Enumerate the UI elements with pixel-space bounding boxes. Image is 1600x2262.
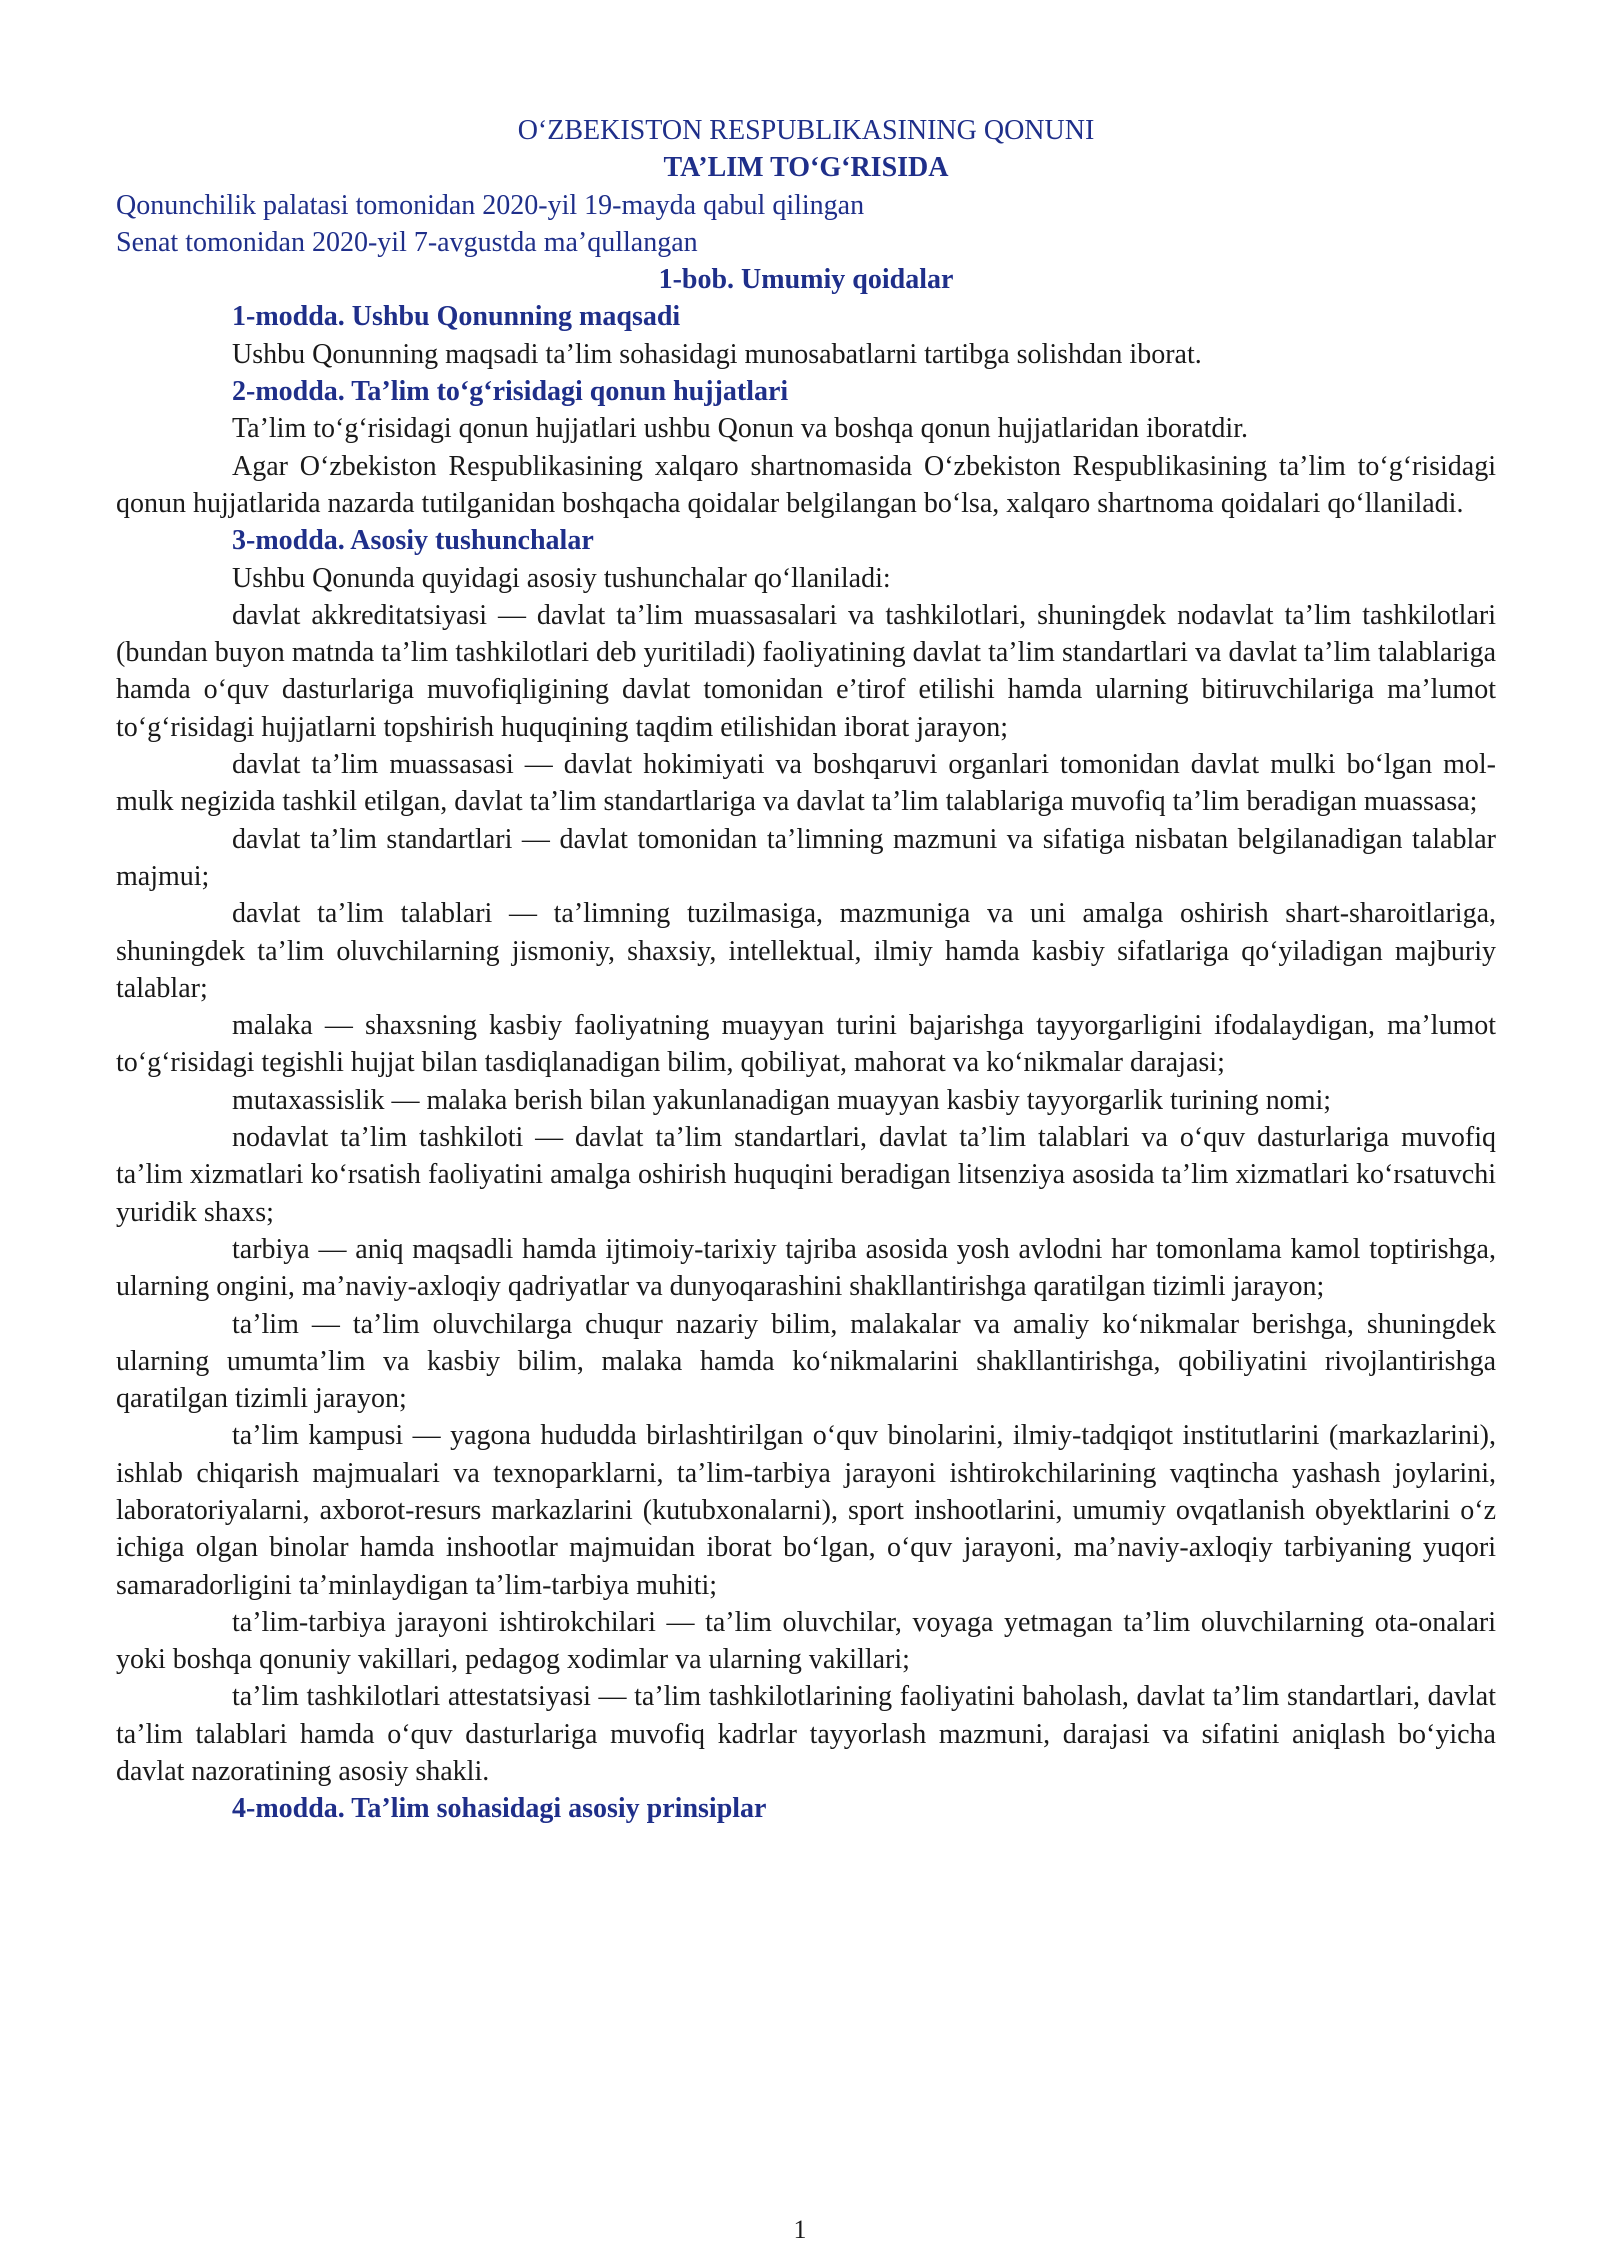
definition-paragraph: malaka — shaxsning kasbiy faoliyatning muayyan turini bajarishga tayyorgarligini ifodalaydigan, ma’lumot to‘g‘risidagi tegishli hujjat bilan tasdiqlanadigan bilim, qobiliyat, mahorat va ko‘nikmalar darajasi; xyxy=(116,1010,1496,1079)
paragraph: Agar O‘zbekiston Respublikasining xalqaro shartnomasida O‘zbekiston Respublikasining ta’lim to‘g‘risidagi qonun hujjatlarida nazarda tutilganidan boshqacha qoidalar belgilangan bo‘lsa, xalqaro shartnoma qoidalari qo‘llaniladi. xyxy=(116,450,1496,519)
definition-paragraph: ta’lim tashkilotlari attestatsiyasi — ta’lim tashkilotlarining faoliyatini baholash, davlat ta’lim standartlari, davlat ta’lim talablari hamda o‘quv dasturlariga muvofiq kadrlar tayyorlash mazmuni, darajasi va sifatini aniqlash bo‘yicha davlat nazoratining asosiy shakli. xyxy=(116,1681,1496,1788)
definition-paragraph: davlat ta’lim muassasasi — davlat hokimiyati va boshqaruvi organlari tomonidan davlat mulki bo‘lgan mol-mulk negizida tashkil etilgan, davlat ta’lim standartlariga va davlat ta’lim talablariga muvofiq ta’lim beradigan muassasa; xyxy=(116,749,1496,818)
definition-paragraph: mutaxassislik — malaka berish bilan yakunlanadigan muayyan kasbiy tayyorgarlik turining nomi; xyxy=(232,1084,1332,1116)
definition-paragraph: tarbiya — aniq maqsadli hamda ijtimoiy-tarixiy tajriba asosida yosh avlodni har tomonlama kamol toptirishga, ularning ongini, ma’naviy-axloqiy qadriyatlar va dunyoqarashini shakllantirishga qaratilgan tizimli jarayon; xyxy=(116,1233,1496,1303)
definition-paragraph: davlat ta’lim standartlari — davlat tomonidan ta’limning mazmuni va sifatiga nisbatan belgilanadigan talablar majmui; xyxy=(116,823,1496,892)
law-heading: O‘ZBEKISTON RESPUBLIKASINING QONUNI xyxy=(517,115,1095,146)
article-heading: 4-modda. Ta’lim sohasidagi asosiy prinsiplar xyxy=(232,1793,767,1825)
article-heading: 2-modda. Ta’lim to‘g‘risidagi qonun hujjatlari xyxy=(232,376,789,408)
chapter-heading: 1-bob. Umumiy qoidalar xyxy=(658,264,954,296)
law-title: TA’LIM TO‘G‘RISIDA xyxy=(663,152,949,184)
definition-paragraph: ta’lim — ta’lim oluvchilarga chuqur nazariy bilim, malakalar va amaliy ko‘nikmalar berishga, shuningdek ularning umumta’lim va kasbiy bilim, malaka hamda ko‘nikmalarini shakllantirishga, qobiliyatini rivojlantirishga qaratilgan tizimli jarayon; xyxy=(116,1308,1496,1415)
article-heading: 1-modda. Ushbu Qonunning maqsadi xyxy=(232,301,681,333)
article-heading: 3-modda. Asosiy tushunchalar xyxy=(232,525,594,557)
paragraph: Ushbu Qonunda quyidagi asosiy tushunchalar qo‘llaniladi: xyxy=(232,562,891,594)
adoption-note: Qonunchilik palatasi tomonidan 2020-yil 19-mayda qabul qilingan xyxy=(116,189,865,221)
definition-paragraph: ta’lim kampusi — yagona hududda birlashtirilgan o‘quv binolarini, ilmiy-tadqiqot institutlarini (markazlarini), ishlab chiqarish majmualari va texnoparklarni, ta’lim-tarbiya jarayoni ishtirokchilarining vaqtincha yashash joylarini, laboratoriyalarni, axborot-resurs markazlarini (kutubxonalarni), sport inshootlarini, umumiy ovqatlanish obyektlarini o‘z ichiga olgan binolar hamda inshootlar majmuidan iborat bo‘lgan, o‘quv jarayoni, ma’naviy-axloqiy tarbiyaning yuqori samaradorligini ta’minlaydigan ta’lim-tarbiya muhiti; xyxy=(116,1420,1496,1601)
definition-paragraph: nodavlat ta’lim tashkiloti — davlat ta’lim standartlari, davlat ta’lim talablari va o‘quv dasturlariga muvofiq ta’lim xizmatlari ko‘rsatish faoliyatini amalga oshirish huquqini beradigan litsenziya asosida ta’lim xizmatlari ko‘rsatuvchi yuridik shaxs; xyxy=(116,1122,1496,1228)
definition-paragraph: ta’lim-tarbiya jarayoni ishtirokchilari — ta’lim oluvchilar, voyaga yetmagan ta’lim oluvchilarning ota-onalari yoki boshqa qonuniy vakillari, pedagog xodimlar va ularning vakillari; xyxy=(116,1606,1496,1676)
paragraph: Ushbu Qonunning maqsadi ta’lim sohasidagi munosabatlarni tartibga solishdan iborat. xyxy=(232,338,1202,370)
definition-paragraph: davlat ta’lim talablari — ta’limning tuzilmasiga, mazmuniga va uni amalga oshirish shart-sharoitlariga, shuningdek ta’lim oluvchilarning jismoniy, shaxsiy, intellektual, ilmiy hamda kasbiy sifatlariga qo‘yiladigan majburiy talablar; xyxy=(116,898,1496,1004)
paragraph: Ta’lim to‘g‘risidagi qonun hujjatlari ushbu Qonun va boshqa qonun hujjatlaridan iboratdir. xyxy=(232,413,1248,445)
definition-paragraph: davlat akkreditatsiyasi — davlat ta’lim muassasalari va tashkilotlari, shuningdek nodavlat ta’lim tashkilotlari (bundan buyon matnda ta’lim tashkilotlari deb yuritiladi) faoliyatining davlat ta’lim standartlari va davlat ta’lim talablariga hamda o‘quv dasturlariga muvofiqligining davlat tomonidan e’tirof etilishi hamda ularning bitiruvchilariga ma’lumot to‘g‘risidagi hujjatlarni topshirish huquqining taqdim etilishidan iborat jarayon; xyxy=(116,599,1496,743)
approval-note: Senat tomonidan 2020-yil 7-avgustda ma’qullangan xyxy=(116,226,698,258)
page-number: 1 xyxy=(793,2215,807,2244)
